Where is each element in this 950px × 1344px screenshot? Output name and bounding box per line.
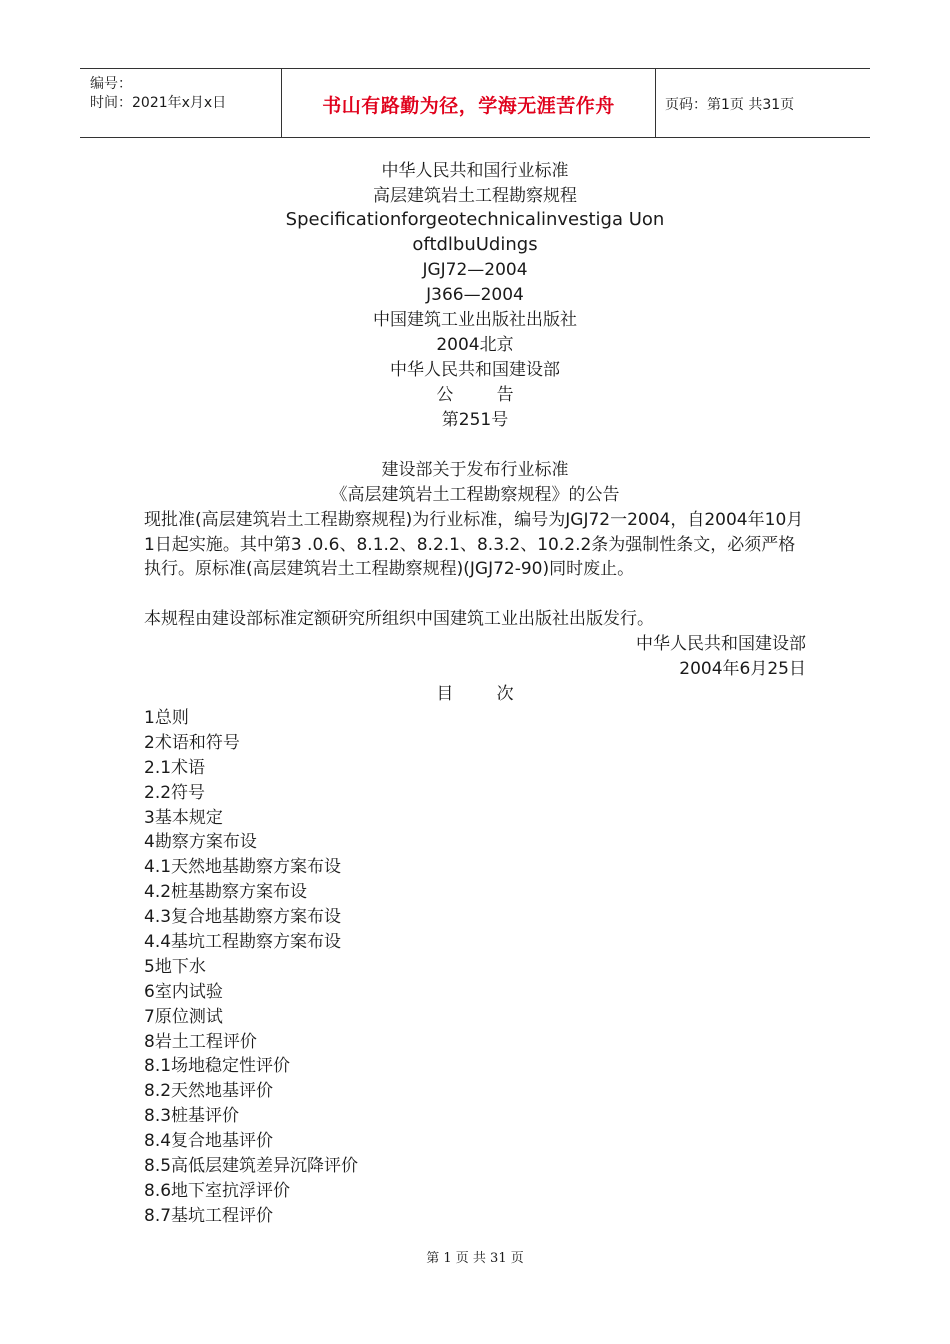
toc-item: 6室内试验 <box>144 981 223 1002</box>
toc-item: 8.1场地稳定性评价 <box>144 1056 291 1077</box>
notice-heading: 公 告 <box>436 385 514 405</box>
toc-item: 8.6地下室抗浮评价 <box>144 1180 291 1201</box>
table-of-contents <box>144 706 358 1229</box>
header-page-cell <box>655 69 870 137</box>
title-cn: 高层建筑岩土工程勘察规程 <box>373 186 577 206</box>
motto-text: 书山有路勤为径，学海无涯苦作舟 <box>322 95 615 117</box>
page-header <box>80 68 870 138</box>
toc-item: 4.2桩基勘察方案布设 <box>144 882 308 903</box>
toc-item: 8.2天然地基评价 <box>144 1081 274 1102</box>
header-motto-cell <box>281 69 656 137</box>
toc-item: 7原位测试 <box>144 1006 223 1027</box>
announcement-title-2: 《高层建筑岩土工程勘察规程》的公告 <box>330 485 620 505</box>
header-info-cell <box>80 69 281 137</box>
standard-line: 中华人民共和国行业标准 <box>381 161 569 181</box>
title-en-line-2: oftdlbuUdings <box>412 234 538 255</box>
place-year-line: 2004北京 <box>436 335 514 355</box>
toc-item: 2术语和符号 <box>144 732 240 753</box>
toc-item: 2.2符号 <box>144 782 206 803</box>
toc-item: 8岩土工程评价 <box>144 1031 257 1052</box>
title-en-line-1: Specificationforgeotechnicalinvestiga Uon <box>285 209 665 230</box>
page-number-label: 页码：第1页 共31页 <box>665 97 795 113</box>
toc-item: 4.4基坑工程勘察方案布设 <box>144 932 342 953</box>
ministry-line: 中华人民共和国建设部 <box>390 360 560 380</box>
toc-heading: 目 次 <box>436 684 514 704</box>
toc-item: 4.3复合地基勘察方案布设 <box>144 907 342 928</box>
toc-item: 4勘察方案布设 <box>144 832 257 853</box>
toc-item: 5地下水 <box>144 956 206 977</box>
toc-item: 8.4复合地基评价 <box>144 1131 274 1152</box>
standard-code-1: JGJ72—2004 <box>422 260 528 280</box>
notice-number: 第251号 <box>441 410 509 430</box>
toc-item: 2.1术语 <box>144 757 206 778</box>
toc-item: 8.3桩基评价 <box>144 1106 240 1127</box>
toc-item: 4.1天然地基勘察方案布设 <box>144 857 342 878</box>
page-footer: 第 1 页 共 31 页 <box>426 1251 524 1266</box>
toc-item: 8.5高低层建筑差异沉降评价 <box>144 1156 359 1177</box>
standard-code-2: J366—2004 <box>426 285 524 305</box>
toc-item: 3基本规定 <box>144 807 223 828</box>
announcement-paragraph-1: 现批准(高层建筑岩土工程勘察规程)为行业标准，编号为JGJ72一2004，自2004年10月1日起实施。其中第3 .0.6、8.1.2、8.2.1、8.3.2、10.2.2条为强制性条文，必须严格执行。原标准(高层建筑岩土工程勘察规程)(JGJ72-90)同时废止。 <box>144 510 804 579</box>
announcement-date: 2004年6月25日 <box>679 659 806 679</box>
announcement-signature: 中华人民共和国建设部 <box>636 634 806 654</box>
publisher-line: 中国建筑工业出版社出版社 <box>373 310 577 330</box>
document-time-label: 时间：2021年x月x日 <box>90 95 227 111</box>
toc-item: 1总则 <box>144 708 189 728</box>
toc-item: 8.7基坑工程评价 <box>144 1205 274 1226</box>
announcement-paragraph-2: 本规程由建设部标准定额研究所组织中国建筑工业出版社出版发行。 <box>144 609 654 629</box>
document-number-label: 编号： <box>90 76 132 92</box>
announcement-title-1: 建设部关于发布行业标准 <box>381 460 569 480</box>
